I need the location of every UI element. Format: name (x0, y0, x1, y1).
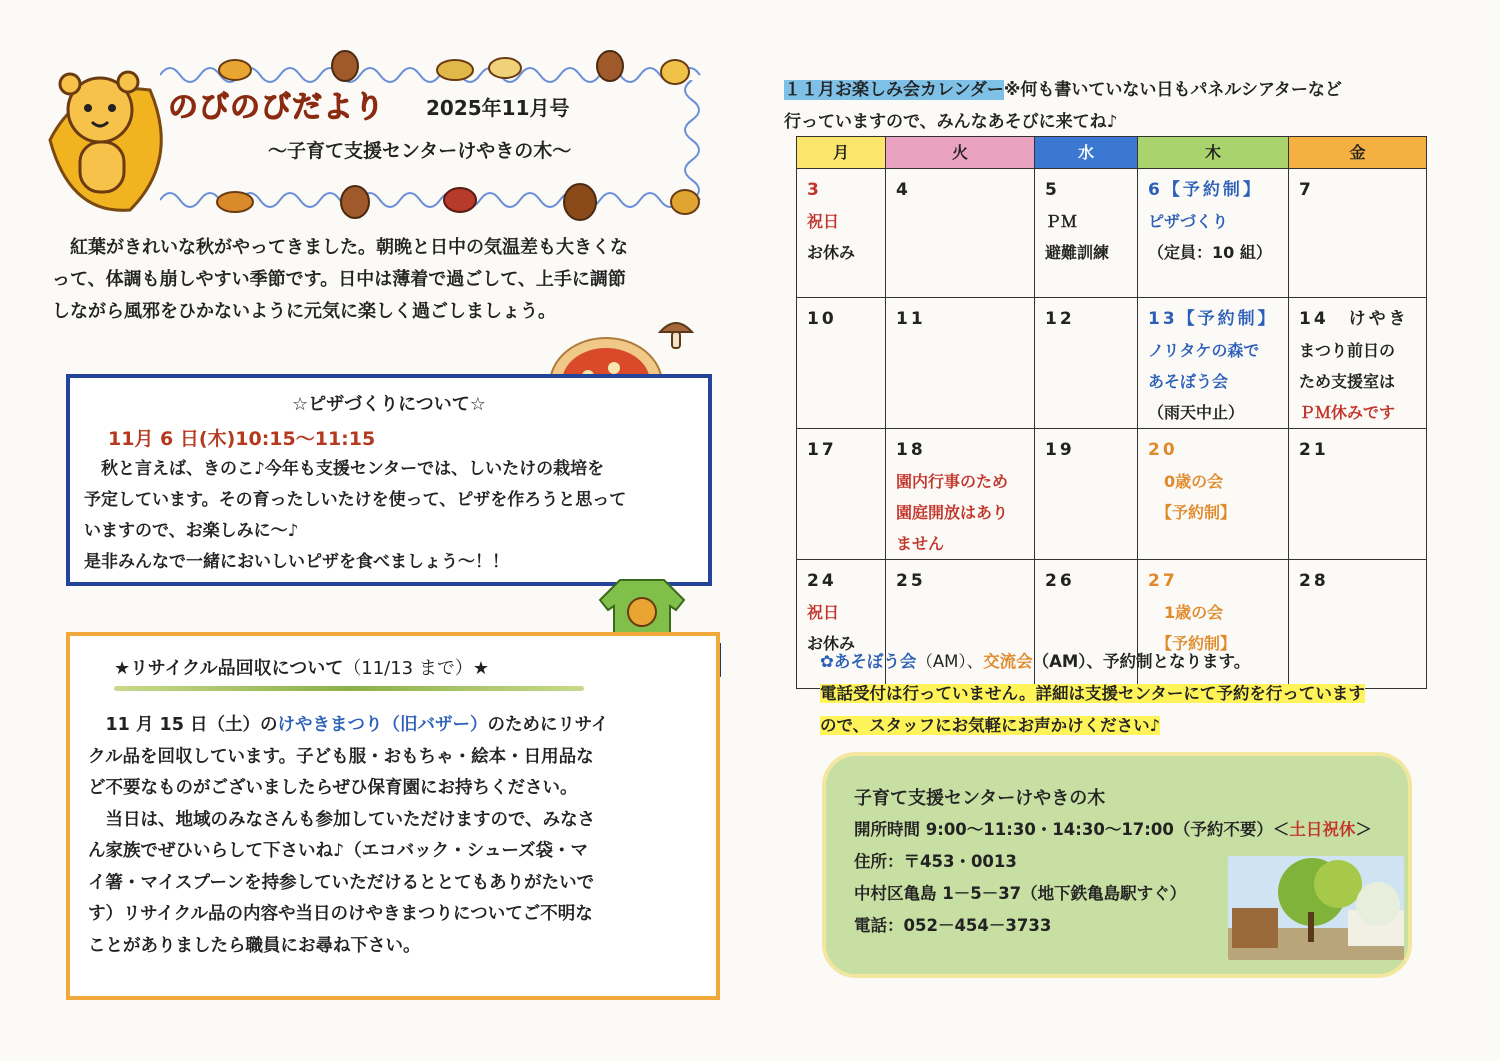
calendar-note: ※何も書いていない日もパネルシアターなど (1003, 80, 1342, 100)
recycle-body (88, 710, 718, 962)
day-event-text: まつり前日の (1299, 341, 1396, 360)
recycle-line: ど不要なものがございましたらぜひ保育園にお持ちください。 (88, 778, 578, 798)
calendar-day-cell (797, 429, 886, 560)
calendar-heading-line: 行っていますので、みんなあそびに来てね♪ (784, 112, 1118, 132)
day-event-text: ノリタケの森で (1148, 341, 1260, 360)
autumn-leaves-icons-bottom (215, 180, 715, 230)
center-info-box (822, 752, 1412, 978)
calendar-day-cell (1138, 298, 1289, 429)
recycle-line-text: 11 月 15 日（土）の (88, 715, 278, 735)
day-event-text: 祝日 (807, 212, 840, 231)
day-event-text: 1歳の会 (1148, 603, 1224, 622)
intro-paragraph (52, 232, 732, 328)
hours-text: 開所時間 9:00～11:30・14:30～17:00（予約不要） (854, 820, 1273, 839)
calendar-heading-line (784, 74, 1484, 106)
calendar-heading (784, 74, 1484, 138)
day-number: 21 (1299, 440, 1329, 460)
notes-text: （AM）、 (916, 652, 984, 671)
recycle-title-deadline: （11/13 まで）★ (343, 658, 489, 679)
day-number: 3 (807, 180, 822, 200)
closed-days: 土日祝休 (1289, 820, 1356, 839)
closed-bracket: ＞ (1355, 820, 1372, 839)
calendar-day-cell (797, 298, 886, 429)
recycle-line: ん家族でぜひいらして下さいね♪（エコバック・シューズ袋・マ (88, 841, 588, 861)
recycle-divider (114, 686, 584, 691)
notes-highlight: 電話受付は行っていません。詳細は支援センターにて予約を行っています (820, 684, 1365, 703)
recycle-collection-box (66, 632, 720, 1000)
day-event-text: （定員：10 組） (1148, 243, 1272, 262)
notes-line (820, 710, 1460, 742)
day-event-text: 避難訓練 (1045, 243, 1110, 262)
day-event-text: ＰＭ (1045, 212, 1078, 231)
day-number: 17 (807, 440, 837, 460)
day-number: 11 (896, 309, 926, 329)
calendar-day-cell (1035, 429, 1138, 560)
weekday-mon: 月 (797, 137, 886, 169)
pizza-event-date: 11月 6 日(木)10:15～11:15 (108, 428, 376, 450)
pizza-event-body (84, 454, 704, 578)
notes-line (820, 678, 1460, 710)
calendar-title: １１月お楽しみ会カレンダー (784, 80, 1004, 100)
day-event-text: 園庭開放はあり (896, 503, 1009, 522)
intro-line: 紅葉がきれいな秋がやってきました。朝晩と日中の気温差も大きくな (52, 237, 628, 258)
squirrel-leaf-icon (40, 50, 180, 220)
recycle-line (88, 710, 718, 742)
calendar-day-cell (1289, 169, 1427, 298)
calendar-day-cell (1289, 298, 1427, 429)
day-number: 19 (1045, 440, 1075, 460)
day-number: 26 (1045, 571, 1075, 591)
event-calendar (796, 136, 1427, 689)
day-number: 18 (896, 440, 926, 460)
pizza-event-box (66, 374, 712, 586)
recycle-line-text: のためにリサイ (487, 715, 609, 735)
recycle-line: クル品を回収しています。子ども服・おもちゃ・絵本・日用品な (88, 746, 594, 767)
calendar-week-row (797, 169, 1427, 298)
pizza-line: いますので、お楽しみに～♪ (84, 521, 299, 541)
calendar-day-cell (1138, 429, 1289, 560)
pizza-line: 是非みんなで一緒においしいピザを食べましょう～！！ (84, 552, 509, 572)
notes-highlight: ので、スタッフにお気軽にお声かけください♪ (820, 716, 1161, 735)
festival-name: けやきまつり（旧バザー） (277, 715, 488, 735)
day-number: 6【予約制】 (1148, 180, 1263, 200)
recycle-title (114, 654, 489, 680)
day-event-text: ません (896, 534, 945, 553)
notes-koryu: 交流会 (983, 652, 1033, 671)
day-event-text: あそぼう会 (1148, 372, 1229, 391)
pizza-event-title: ☆ピザづくりについて☆ (292, 394, 486, 415)
address: 中村区亀島 1－5－37（地下鉄亀島駅すぐ） (854, 884, 1187, 903)
weekday-thu: 木 (1138, 137, 1289, 169)
day-event-text: お休み (807, 243, 856, 262)
center-name: 子育て支援センターけやきの木 (854, 788, 1106, 809)
day-event-text: 園内行事のため (896, 472, 1009, 491)
recycle-line: イ箸・マイスプーンを持参していただけるととてもありがたいで (88, 872, 595, 893)
issue-date: 2025年11月号 (426, 96, 570, 120)
pizza-line: 秋と言えば、きのこ♪今年も支援センターでは、しいたけの栽培を (84, 459, 605, 479)
day-event-text: 祝日 (807, 603, 840, 622)
weekday-tue: 火 (886, 137, 1035, 169)
weekday-wed: 水 (1035, 137, 1138, 169)
day-event-text: 0歳の会 (1148, 472, 1224, 491)
intro-line: しながら風邪をひかないように元気に楽しく過ごしましょう。 (52, 301, 556, 322)
recycle-line: 当日は、地域のみなさんも参加していただけますので、みなさ (88, 809, 596, 830)
center-building-photo (1228, 856, 1404, 960)
day-event-text: 【予約制】 (1148, 634, 1237, 653)
notes-asobou: ✿あそぼう会 (820, 652, 917, 671)
day-event-text: 【予約制】 (1148, 503, 1237, 522)
opening-hours (854, 814, 1372, 846)
day-number: 28 (1299, 571, 1329, 591)
day-event-text: ピザづくり (1148, 212, 1229, 231)
day-number: 27 (1148, 571, 1178, 591)
recycle-line: ことがありましたら職員にお尋ね下さい。 (88, 935, 421, 956)
day-event-text: （雨天中止） (1148, 403, 1245, 422)
recycle-line: す）リサイクル品の内容や当日のけやきまつりについてご不明な (88, 904, 593, 924)
weekday-fri: 金 (1289, 137, 1427, 169)
day-event-text: ＰＭ休みです (1299, 403, 1396, 422)
postal-code: 住所：〒453・0013 (854, 852, 1017, 871)
notes-line (820, 646, 1460, 678)
pizza-line: 予定しています。その育ったしいたけを使って、ピザを作ろうと思って (84, 490, 627, 510)
calendar-day-cell (886, 429, 1035, 560)
day-number: 4 (896, 180, 911, 200)
calendar-day-cell (1138, 169, 1289, 298)
intro-line: って、体調も崩しやすい季節です。日中は薄着で過ごして、上手に調節 (52, 269, 626, 290)
calendar-notes (820, 646, 1460, 742)
phone-number: 電話：052－454－3733 (854, 916, 1052, 935)
day-number: 20 (1148, 440, 1178, 460)
calendar-day-cell (1289, 429, 1427, 560)
calendar-day-cell (1035, 169, 1138, 298)
calendar-week-row (797, 429, 1427, 560)
day-number: 10 (807, 309, 837, 329)
calendar-day-cell (886, 169, 1035, 298)
day-number: 25 (896, 571, 926, 591)
newsletter-header (40, 40, 720, 230)
day-number: 7 (1299, 180, 1314, 200)
newsletter-subtitle: ～子育て支援センターけやきの木～ (268, 140, 572, 162)
calendar-weekday-row (797, 137, 1427, 169)
newsletter-title: のびのびだより (168, 90, 385, 125)
day-number: 5 (1045, 180, 1060, 200)
calendar-day-cell (797, 169, 886, 298)
recycle-title-main: ★リサイクル品回収について (114, 658, 344, 679)
closed-bracket: ＜ (1272, 820, 1290, 839)
calendar-week-row (797, 298, 1427, 429)
calendar-day-cell (886, 298, 1035, 429)
day-number: 14 けやき (1299, 309, 1409, 329)
notes-text: （AM）、予約制となります。 (1032, 652, 1251, 671)
day-event-text: ため支援室は (1299, 372, 1396, 391)
day-number: 24 (807, 571, 837, 591)
day-number: 13【予約制】 (1148, 309, 1278, 329)
day-event-text: お休み (807, 634, 856, 653)
day-number: 12 (1045, 309, 1075, 329)
calendar-day-cell (1035, 298, 1138, 429)
